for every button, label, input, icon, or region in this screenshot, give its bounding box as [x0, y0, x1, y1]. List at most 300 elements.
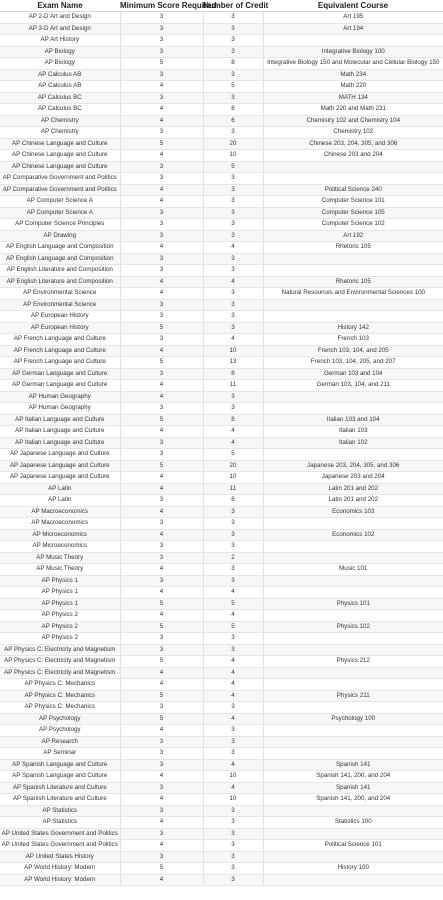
cell-number-of-credit: 3 [203, 12, 263, 24]
cell-minimum-score: 4 [120, 817, 203, 829]
cell-equivalent-course: Latin 201 and 202 [263, 483, 443, 495]
cell-equivalent-course: MATH 134 [263, 92, 443, 104]
table-row [0, 46, 443, 58]
header-equivalent-course: Equivalent Course [263, 0, 443, 12]
cell-number-of-credit: 11 [203, 380, 263, 392]
cell-equivalent-course: Physics 211 [263, 690, 443, 702]
table-row [0, 460, 443, 472]
table-row [0, 368, 443, 380]
cell-equivalent-course [263, 552, 443, 564]
table-body [0, 12, 443, 886]
table-row [0, 242, 443, 254]
cell-equivalent-course: Economics 103 [263, 506, 443, 518]
table-row [0, 863, 443, 875]
cell-number-of-credit: 8 [203, 368, 263, 380]
cell-equivalent-course: Political Science 240 [263, 184, 443, 196]
table-row [0, 403, 443, 415]
cell-number-of-credit: 5 [203, 81, 263, 93]
cell-exam-name: AP Spanish Literature and Culture [0, 782, 120, 794]
cell-exam-name: AP Chinese Language and Culture [0, 150, 120, 162]
table-row [0, 587, 443, 599]
cell-equivalent-course [263, 311, 443, 323]
cell-minimum-score: 4 [120, 610, 203, 622]
cell-number-of-credit: 3 [203, 874, 263, 886]
cell-exam-name: AP Environmental Science [0, 288, 120, 300]
cell-number-of-credit: 4 [203, 610, 263, 622]
table-row [0, 610, 443, 622]
cell-minimum-score: 4 [120, 196, 203, 208]
cell-minimum-score: 4 [120, 345, 203, 357]
cell-minimum-score: 3 [120, 299, 203, 311]
cell-equivalent-course: Spanish 141, 200, and 204 [263, 794, 443, 806]
cell-equivalent-course [263, 391, 443, 403]
cell-minimum-score: 3 [120, 851, 203, 863]
cell-exam-name: AP Chemistry [0, 127, 120, 139]
table-row [0, 644, 443, 656]
table-row [0, 437, 443, 449]
cell-equivalent-course [263, 587, 443, 599]
cell-equivalent-course: French 103 [263, 334, 443, 346]
cell-exam-name: AP Latin [0, 483, 120, 495]
cell-number-of-credit: 8 [203, 414, 263, 426]
table-row [0, 138, 443, 150]
cell-exam-name: AP Macroeconomics [0, 506, 120, 518]
table-row [0, 840, 443, 852]
cell-equivalent-course: Italian 103 and 104 [263, 414, 443, 426]
header-minimum-score: Minimum Score Required [120, 1, 217, 10]
cell-minimum-score: 3 [120, 759, 203, 771]
table-row [0, 334, 443, 346]
cell-minimum-score: 4 [120, 483, 203, 495]
table-row [0, 851, 443, 863]
cell-minimum-score: 5 [120, 598, 203, 610]
cell-number-of-credit: 10 [203, 345, 263, 357]
table-row [0, 518, 443, 530]
cell-exam-name: AP Physics C: Mechanics [0, 690, 120, 702]
table-row [0, 541, 443, 553]
cell-equivalent-course: Music 101 [263, 564, 443, 576]
cell-minimum-score: 4 [120, 564, 203, 576]
cell-equivalent-course: Spanish 141 [263, 759, 443, 771]
cell-equivalent-course: Italian 102 [263, 437, 443, 449]
cell-number-of-credit: 3 [203, 828, 263, 840]
cell-number-of-credit: 11 [203, 483, 263, 495]
cell-exam-name: AP Chemistry [0, 115, 120, 127]
cell-exam-name: AP Spanish Literature and Culture [0, 794, 120, 806]
cell-equivalent-course: Chinese 203 and 204 [263, 150, 443, 162]
cell-equivalent-course: German 103 and 104 [263, 368, 443, 380]
cell-exam-name: AP Statistics [0, 805, 120, 817]
cell-number-of-credit: 3 [203, 644, 263, 656]
cell-exam-name: AP French Language and Culture [0, 345, 120, 357]
cell-exam-name: AP Comparative Government and Politics [0, 184, 120, 196]
table-row [0, 196, 443, 208]
cell-exam-name: AP Computer Science A [0, 196, 120, 208]
table-row [0, 529, 443, 541]
table-row [0, 564, 443, 576]
cell-number-of-credit: 4 [203, 334, 263, 346]
cell-equivalent-course: Natural Resources and Environmental Sciences 100 [263, 288, 443, 300]
cell-minimum-score: 4 [120, 794, 203, 806]
cell-minimum-score: 3 [120, 368, 203, 380]
cell-number-of-credit: 3 [203, 748, 263, 760]
cell-minimum-score: 4 [120, 150, 203, 162]
cell-exam-name: AP Statistics [0, 817, 120, 829]
cell-equivalent-course: Spanish 141 [263, 782, 443, 794]
cell-minimum-score: 3 [120, 253, 203, 265]
header-exam-name: Exam Name [0, 0, 120, 12]
table-row [0, 713, 443, 725]
table-row [0, 736, 443, 748]
cell-exam-name: AP Computer Science A [0, 207, 120, 219]
cell-minimum-score: 3 [120, 265, 203, 277]
cell-minimum-score: 4 [120, 242, 203, 254]
cell-equivalent-course [263, 35, 443, 47]
cell-exam-name: AP Microeconomics [0, 529, 120, 541]
cell-equivalent-course [263, 173, 443, 185]
cell-minimum-score: 4 [120, 380, 203, 392]
cell-minimum-score: 3 [120, 736, 203, 748]
table-row [0, 679, 443, 691]
cell-number-of-credit: 4 [203, 276, 263, 288]
cell-minimum-score: 4 [120, 426, 203, 438]
cell-exam-name: AP 3-D Art and Design [0, 23, 120, 35]
cell-number-of-credit: 3 [203, 840, 263, 852]
table-row [0, 725, 443, 737]
cell-number-of-credit: 3 [203, 311, 263, 323]
cell-minimum-score: 3 [120, 702, 203, 714]
cell-equivalent-course: German 103, 104, and 211 [263, 380, 443, 392]
table-row [0, 495, 443, 507]
cell-exam-name: AP English Language and Composition [0, 253, 120, 265]
cell-number-of-credit: 3 [203, 207, 263, 219]
cell-equivalent-course: Physics 102 [263, 621, 443, 633]
table-row [0, 690, 443, 702]
table-row [0, 115, 443, 127]
cell-equivalent-course [263, 449, 443, 461]
table-row [0, 265, 443, 277]
cell-minimum-score: 4 [120, 874, 203, 886]
cell-equivalent-course [263, 403, 443, 415]
cell-number-of-credit: 3 [203, 299, 263, 311]
cell-minimum-score: 4 [120, 667, 203, 679]
cell-number-of-credit: 3 [203, 92, 263, 104]
cell-equivalent-course: Art 194 [263, 23, 443, 35]
cell-equivalent-course: Spanish 141, 200, and 204 [263, 771, 443, 783]
cell-equivalent-course: Chinese 203, 204, 305, and 306 [263, 138, 443, 150]
cell-equivalent-course [263, 644, 443, 656]
cell-minimum-score: 5 [120, 621, 203, 633]
cell-exam-name: AP Music Theory [0, 552, 120, 564]
cell-number-of-credit: 4 [203, 426, 263, 438]
cell-exam-name: AP Physics C: Electricity and Magnetism [0, 667, 120, 679]
table-row [0, 230, 443, 242]
cell-equivalent-course [263, 667, 443, 679]
cell-minimum-score: 3 [120, 575, 203, 587]
table-row [0, 173, 443, 185]
cell-exam-name: AP Research [0, 736, 120, 748]
cell-exam-name: AP Microeconomics [0, 541, 120, 553]
cell-number-of-credit: 5 [203, 161, 263, 173]
cell-number-of-credit: 10 [203, 150, 263, 162]
cell-equivalent-course [263, 805, 443, 817]
cell-exam-name: AP French Language and Culture [0, 334, 120, 346]
cell-number-of-credit: 4 [203, 437, 263, 449]
cell-equivalent-course: Psychology 100 [263, 713, 443, 725]
cell-minimum-score: 3 [120, 69, 203, 81]
cell-exam-name: AP Italian Language and Culture [0, 426, 120, 438]
table-row [0, 794, 443, 806]
table-row [0, 575, 443, 587]
cell-minimum-score: 3 [120, 805, 203, 817]
cell-equivalent-course [263, 161, 443, 173]
cell-exam-name: AP Physics 2 [0, 633, 120, 645]
table-row [0, 506, 443, 518]
cell-equivalent-course: Art 195 [263, 12, 443, 24]
cell-number-of-credit: 5 [203, 621, 263, 633]
cell-exam-name: AP Biology [0, 58, 120, 70]
cell-exam-name: AP Music Theory [0, 564, 120, 576]
cell-equivalent-course [263, 299, 443, 311]
cell-equivalent-course [263, 702, 443, 714]
cell-number-of-credit: 10 [203, 794, 263, 806]
cell-minimum-score: 3 [120, 334, 203, 346]
table-row [0, 253, 443, 265]
table-row [0, 276, 443, 288]
cell-minimum-score: 5 [120, 863, 203, 875]
cell-minimum-score: 5 [120, 322, 203, 334]
cell-equivalent-course: Integrative Biology 100 [263, 46, 443, 58]
cell-minimum-score: 3 [120, 12, 203, 24]
table-row [0, 391, 443, 403]
cell-number-of-credit: 3 [203, 564, 263, 576]
cell-minimum-score: 3 [120, 437, 203, 449]
table-row [0, 449, 443, 461]
cell-equivalent-course [263, 575, 443, 587]
cell-exam-name: AP Calculus BC [0, 92, 120, 104]
cell-minimum-score: 4 [120, 840, 203, 852]
cell-minimum-score: 4 [120, 276, 203, 288]
cell-exam-name: AP Spanish Language and Culture [0, 759, 120, 771]
cell-minimum-score: 3 [120, 552, 203, 564]
cell-equivalent-course: Physics 212 [263, 656, 443, 668]
cell-number-of-credit: 4 [203, 667, 263, 679]
cell-exam-name: AP Physics 1 [0, 575, 120, 587]
cell-equivalent-course [263, 748, 443, 760]
cell-number-of-credit: 3 [203, 391, 263, 403]
cell-number-of-credit: 3 [203, 69, 263, 81]
table-row [0, 426, 443, 438]
cell-exam-name: AP Italian Language and Culture [0, 437, 120, 449]
cell-number-of-credit: 3 [203, 288, 263, 300]
cell-exam-name: AP Human Geography [0, 403, 120, 415]
cell-minimum-score: 4 [120, 472, 203, 484]
cell-minimum-score: 3 [120, 449, 203, 461]
cell-number-of-credit: 4 [203, 656, 263, 668]
cell-exam-name: AP Drawing [0, 230, 120, 242]
cell-exam-name: AP Latin [0, 495, 120, 507]
cell-number-of-credit: 3 [203, 253, 263, 265]
cell-number-of-credit: 3 [203, 851, 263, 863]
cell-equivalent-course [263, 679, 443, 691]
table-row [0, 805, 443, 817]
cell-exam-name: AP German Language and Culture [0, 368, 120, 380]
table-header-row [0, 0, 443, 12]
cell-minimum-score: 5 [120, 414, 203, 426]
cell-equivalent-course: Math 220 [263, 81, 443, 93]
table-row [0, 702, 443, 714]
cell-minimum-score: 3 [120, 311, 203, 323]
table-row [0, 345, 443, 357]
cell-exam-name: AP Art History [0, 35, 120, 47]
cell-exam-name: AP Chinese Language and Culture [0, 138, 120, 150]
cell-exam-name: AP Italian Language and Culture [0, 414, 120, 426]
cell-minimum-score: 4 [120, 288, 203, 300]
cell-minimum-score: 3 [120, 782, 203, 794]
cell-exam-name: AP Physics 1 [0, 598, 120, 610]
table-row [0, 58, 443, 70]
cell-number-of-credit: 3 [203, 127, 263, 139]
cell-exam-name: AP Calculus AB [0, 81, 120, 93]
cell-minimum-score: 4 [120, 679, 203, 691]
header-number-of-credit: Number of Credit [203, 1, 269, 10]
cell-number-of-credit: 3 [203, 633, 263, 645]
table-row [0, 207, 443, 219]
cell-minimum-score: 3 [120, 23, 203, 35]
cell-minimum-score: 3 [120, 46, 203, 58]
table-row [0, 357, 443, 369]
table-row [0, 380, 443, 392]
cell-exam-name: AP French Language and Culture [0, 357, 120, 369]
cell-equivalent-course: Economics 102 [263, 529, 443, 541]
table-row [0, 667, 443, 679]
cell-number-of-credit: 8 [203, 104, 263, 116]
cell-minimum-score: 3 [120, 518, 203, 530]
cell-equivalent-course: French 103, 104, and 205 [263, 345, 443, 357]
cell-equivalent-course [263, 633, 443, 645]
cell-equivalent-course [263, 725, 443, 737]
cell-exam-name: AP European History [0, 322, 120, 334]
cell-equivalent-course [263, 265, 443, 277]
table-row [0, 322, 443, 334]
cell-number-of-credit: 3 [203, 184, 263, 196]
cell-exam-name: AP English Literature and Composition [0, 265, 120, 277]
cell-equivalent-course: Chemistry 102 [263, 127, 443, 139]
cell-number-of-credit: 10 [203, 472, 263, 484]
cell-exam-name: AP Japanese Language and Culture [0, 472, 120, 484]
cell-number-of-credit: 3 [203, 219, 263, 231]
cell-exam-name: AP Chinese Language and Culture [0, 161, 120, 173]
table-row [0, 483, 443, 495]
cell-number-of-credit: 3 [203, 529, 263, 541]
cell-exam-name: AP United States Government and Politics [0, 840, 120, 852]
cell-number-of-credit: 3 [203, 322, 263, 334]
cell-number-of-credit: 8 [203, 58, 263, 70]
table-row [0, 782, 443, 794]
cell-minimum-score: 3 [120, 219, 203, 231]
cell-equivalent-course: Art 192 [263, 230, 443, 242]
table-row [0, 150, 443, 162]
cell-number-of-credit: 3 [203, 196, 263, 208]
table-row [0, 748, 443, 760]
cell-exam-name: AP Spanish Language and Culture [0, 771, 120, 783]
table-row [0, 23, 443, 35]
cell-equivalent-course: Math 220 and Math 231 [263, 104, 443, 116]
cell-exam-name: AP Physics C: Electricity and Magnetism [0, 644, 120, 656]
cell-equivalent-course: Japanese 203 and 204 [263, 472, 443, 484]
cell-number-of-credit: 3 [203, 230, 263, 242]
cell-exam-name: AP Macroeconomics [0, 518, 120, 530]
cell-minimum-score: 3 [120, 403, 203, 415]
cell-minimum-score: 5 [120, 357, 203, 369]
cell-exam-name: AP United States Government and Politics [0, 828, 120, 840]
cell-equivalent-course: Italian 103 [263, 426, 443, 438]
cell-equivalent-course: Computer Science 101 [263, 196, 443, 208]
table-row [0, 81, 443, 93]
table-row [0, 598, 443, 610]
cell-number-of-credit: 20 [203, 460, 263, 472]
cell-equivalent-course [263, 610, 443, 622]
cell-exam-name: AP Japanese Language and Culture [0, 460, 120, 472]
cell-equivalent-course: Rhetoric 105 [263, 242, 443, 254]
cell-exam-name: AP World History: Modern [0, 863, 120, 875]
cell-exam-name: AP United States History [0, 851, 120, 863]
cell-number-of-credit: 2 [203, 552, 263, 564]
cell-number-of-credit: 3 [203, 817, 263, 829]
cell-minimum-score: 3 [120, 541, 203, 553]
cell-equivalent-course [263, 851, 443, 863]
cell-minimum-score: 4 [120, 506, 203, 518]
cell-number-of-credit: 8 [203, 495, 263, 507]
cell-number-of-credit: 3 [203, 173, 263, 185]
cell-number-of-credit: 4 [203, 242, 263, 254]
cell-number-of-credit: 4 [203, 782, 263, 794]
cell-minimum-score: 4 [120, 587, 203, 599]
cell-exam-name: AP Physics 2 [0, 621, 120, 633]
cell-number-of-credit: 5 [203, 598, 263, 610]
cell-equivalent-course: Political Science 101 [263, 840, 443, 852]
cell-number-of-credit: 3 [203, 403, 263, 415]
cell-minimum-score: 5 [120, 58, 203, 70]
cell-exam-name: AP German Language and Culture [0, 380, 120, 392]
cell-minimum-score: 3 [120, 127, 203, 139]
cell-minimum-score: 3 [120, 748, 203, 760]
cell-minimum-score: 3 [120, 495, 203, 507]
table-row [0, 817, 443, 829]
cell-exam-name: AP Physics 1 [0, 587, 120, 599]
cell-equivalent-course: Japanese 203, 204, 305, and 306 [263, 460, 443, 472]
table-row [0, 12, 443, 24]
cell-number-of-credit: 3 [203, 725, 263, 737]
cell-equivalent-course: Statistics 100 [263, 817, 443, 829]
cell-equivalent-course: Chemistry 102 and Chemistry 104 [263, 115, 443, 127]
cell-exam-name: AP Physics C: Electricity and Magnetism [0, 656, 120, 668]
cell-minimum-score: 3 [120, 35, 203, 47]
cell-equivalent-course: Physics 101 [263, 598, 443, 610]
cell-number-of-credit: 3 [203, 541, 263, 553]
cell-equivalent-course: History 100 [263, 863, 443, 875]
cell-number-of-credit: 3 [203, 736, 263, 748]
table-row [0, 621, 443, 633]
cell-exam-name: AP European History [0, 311, 120, 323]
cell-equivalent-course: Computer Science 105 [263, 207, 443, 219]
cell-minimum-score: 4 [120, 184, 203, 196]
cell-exam-name: AP Comparative Government and Politics [0, 173, 120, 185]
cell-number-of-credit: 4 [203, 759, 263, 771]
cell-number-of-credit: 3 [203, 506, 263, 518]
table-row [0, 299, 443, 311]
cell-minimum-score: 3 [120, 230, 203, 242]
